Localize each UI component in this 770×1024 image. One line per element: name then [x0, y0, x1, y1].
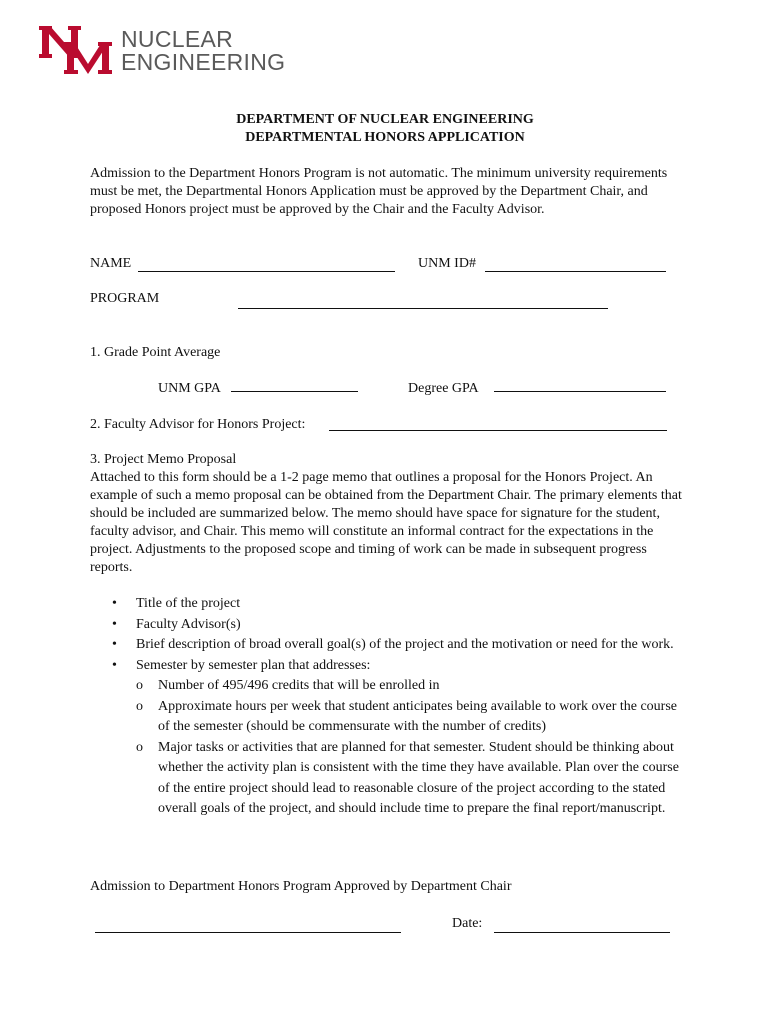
bullet-icon: • — [112, 616, 117, 632]
name-field-line[interactable] — [138, 271, 395, 272]
sub-bullet-icon: o — [136, 698, 143, 714]
degree-gpa-field-line[interactable] — [494, 391, 666, 392]
unm-id-field-line[interactable] — [485, 271, 666, 272]
sub-bullet-icon: o — [136, 678, 143, 693]
date-field-line[interactable] — [494, 932, 670, 933]
bullet-icon: • — [112, 596, 117, 611]
name-label: NAME — [90, 256, 132, 271]
faculty-advisor-label: 2. Faculty Advisor for Honors Project: — [90, 417, 306, 432]
memo-proposal-body: Attached to this form should be a 1-2 page memo that outlines a proposal for the Honors Project. An example of such a memo proposal can be obtained from the Department Chair. The primary elements that should be included are summarized below. The memo should have space for signature for the student, faculty advisor, and Chair. This memo will constitute an informal contract for the expectations in the project. Adjustments to the proposed scope and timing of work can be made in subsequent progress reports. — [90, 470, 682, 575]
unm-gpa-field-line[interactable] — [231, 391, 358, 392]
list-item — [90, 594, 690, 615]
unm-gpa-label: UNM GPA — [158, 381, 221, 396]
department-title: DEPARTMENT OF NUCLEAR ENGINEERING — [236, 112, 534, 127]
chair-signature-line[interactable] — [95, 932, 401, 933]
sub-bullet-icon: o — [136, 739, 143, 755]
faculty-advisor-field-line[interactable] — [329, 430, 667, 431]
sub-list-item — [136, 697, 690, 738]
list-item — [90, 656, 690, 820]
logo-line-nuclear: NUCLEAR — [121, 26, 234, 52]
list-item — [90, 615, 690, 636]
sub-list-item — [136, 676, 690, 697]
approval-label: Admission to Department Honors Program Approved by Department Chair — [90, 879, 512, 894]
program-field-line[interactable] — [238, 308, 608, 309]
logo-wordmark — [121, 28, 285, 74]
bullet-text: Title of the project — [136, 596, 241, 611]
application-title: DEPARTMENTAL HONORS APPLICATION — [245, 130, 525, 145]
sub-bullet-text: Number of 495/496 credits that will be enrolled in — [158, 678, 440, 693]
degree-gpa-label: Degree GPA — [408, 381, 479, 396]
unm-nuclear-engineering-logo — [38, 22, 308, 82]
memo-proposal-heading: 3. Project Memo Proposal — [90, 452, 237, 467]
sub-bullet-text: Approximate hours per week that student anticipates being available to work over the course of the semester (should be commensurate with the number of credits) — [158, 698, 677, 734]
intro-paragraph: Admission to the Department Honors Program is not automatic. The minimum university requirements must be met, the Departmental Honors Application must be approved by the Department Chair, and proposed Honors project must be approved by the Chair and the Faculty Advisor. — [90, 166, 668, 217]
memo-elements-list — [90, 594, 690, 820]
bullet-icon: • — [112, 637, 117, 652]
date-label: Date: — [452, 916, 483, 931]
bullet-text: Semester by semester plan that addresses: — [136, 657, 371, 673]
unm-id-label: UNM ID# — [418, 256, 476, 271]
sub-list-item — [136, 738, 690, 820]
unm-logo-icon — [38, 24, 114, 78]
list-item — [90, 635, 690, 656]
bullet-text: Faculty Advisor(s) — [136, 616, 241, 632]
logo-line-engineering: ENGINEERING — [121, 49, 286, 75]
gpa-heading: 1. Grade Point Average — [90, 345, 221, 360]
semester-plan-sublist — [136, 676, 690, 820]
bullet-icon: • — [112, 657, 117, 673]
program-label: PROGRAM — [90, 291, 160, 306]
bullet-text: Brief description of broad overall goal(s) of the project and the motivation or need for the work. — [136, 637, 674, 652]
sub-bullet-text: Major tasks or activities that are planned for that semester. Student should be thinking about whether the activity plan is consistent with the time they have available. Plan over the course of the entire project should lead to reasonable closure of the project according to the stated overall goals of the project, and should include time to prepare the final report/manuscript. — [158, 739, 679, 816]
